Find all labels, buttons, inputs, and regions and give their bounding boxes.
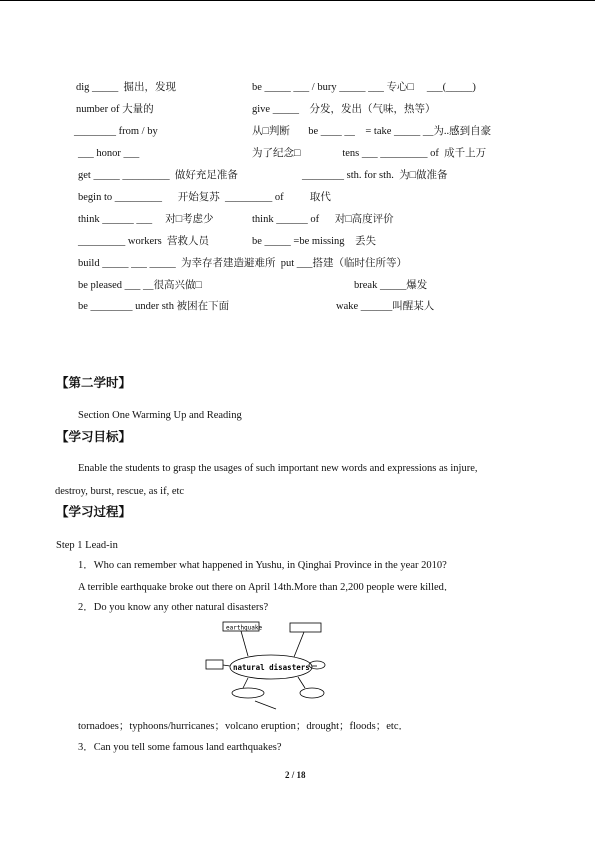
section2-heading: 【第二学时】 <box>56 375 132 390</box>
diagram-center-label: natural disasters <box>233 663 310 672</box>
answer-2: tornadoes；typhoons/hurricanes；volcano eruption；drought；floods；etc． <box>78 721 409 732</box>
page-number: 2 / 18 <box>285 770 306 780</box>
diagram-oval-bottom-right <box>300 688 324 698</box>
vocab-left-7: think ______ ___ 对□考虑少 <box>78 214 214 225</box>
vocab-right-3: 从□判断 be ____ __ = take _____ __为..感到自豪 <box>252 126 492 137</box>
vocab-left-1: dig _____ 掘出，发现 <box>76 82 177 93</box>
vocab-left-6: begin to _________ 开始复苏 _________ of 取代 <box>78 192 331 203</box>
question-2: 2．Do you know any other natural disasters? <box>78 602 269 613</box>
goals-line-1: Enable the students to grasp the usages of such important new words and expressions as injure, <box>78 463 478 474</box>
diagram-box-left <box>206 660 223 669</box>
vocab-right-11: wake ______叫醒某人 <box>336 301 435 312</box>
vocab-left-8: _________ workers 营救人员 <box>78 236 209 247</box>
disasters-diagram <box>200 618 330 710</box>
vocab-left-2: number of 大量的 <box>76 104 154 115</box>
goals-line-2: destroy, burst, rescue, as if, etc <box>55 486 185 497</box>
vocab-left-5: get _____ _________ 做好充足准备 <box>78 170 238 181</box>
diagram-box-top-right <box>290 623 321 632</box>
vocab-right-7: think ______ of 对□高度评价 <box>252 214 394 225</box>
vocab-right-8: be _____ =be missing 丢失 <box>252 236 377 247</box>
vocab-right-10: break _____爆发 <box>354 280 428 291</box>
vocab-left-4: ___ honor ___ <box>78 148 140 159</box>
vocab-right-2: give _____ 分发，发出（气味，热等） <box>252 104 436 115</box>
vocab-left-9: build _____ ___ _____ 为幸存者建造避难所 put ___搭建（临时住所等） <box>78 258 408 269</box>
diagram-box-label: earthquake <box>226 624 263 632</box>
answer-1: A terrible earthquake broke out there on April 14th.More than 2,200 people were killed． <box>78 582 455 593</box>
question-1: 1．Who can remember what happened in Yushu, in Qinghai Province in the year 2010? <box>78 560 447 571</box>
diagram-oval-bottom-left <box>232 688 264 698</box>
section2-subtitle: Section One Warming Up and Reading <box>78 410 242 421</box>
goals-heading: 【学习目标】 <box>56 429 132 444</box>
step1-label: Step 1 Lead-in <box>56 540 118 551</box>
top-rule <box>0 0 595 1</box>
vocab-right-1: be _____ ___ / bury _____ ___ 专心□ ___(_____) <box>252 82 476 93</box>
vocab-right-4: 为了纪念□ tens ___ _________ of 成千上万 <box>252 148 487 159</box>
vocab-left-3: ________ from / by <box>74 126 158 137</box>
vocab-left-11: be ________ under sth 被困在下面 <box>78 301 230 312</box>
vocab-left-10: be pleased ___ __很高兴做□ <box>78 280 202 291</box>
process-heading: 【学习过程】 <box>56 504 132 519</box>
vocab-right-5: ________ sth. for sth. 为□做准备 <box>302 170 448 181</box>
question-3: 3．Can you tell some famous land earthquakes? <box>78 742 282 753</box>
